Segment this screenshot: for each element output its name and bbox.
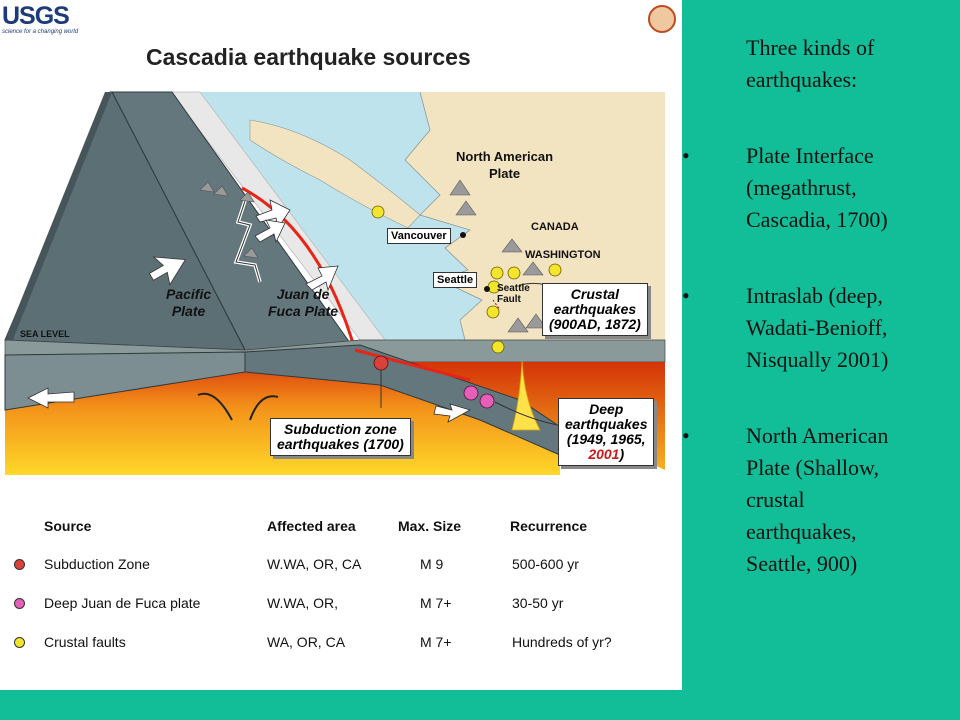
bullet-text [746, 280, 956, 376]
crustal-quake-marker [492, 341, 504, 353]
label-seattle-fault [497, 283, 530, 305]
usgs-wordmark: USGS [2, 2, 69, 30]
bullet-symbol: • [682, 283, 690, 308]
label-washington: WASHINGTON [525, 249, 601, 261]
legend-size: M 9 [420, 556, 444, 572]
legend-header-source: Source [44, 518, 92, 534]
bullet-line: Plate (Shallow, [746, 455, 879, 480]
label-canada: CANADA [531, 221, 579, 233]
bullet-symbol: • [682, 143, 690, 168]
callout-line: (900AD, 1872) [549, 316, 641, 332]
callout-line: earthquakes [553, 301, 637, 317]
callout-line: Deep [589, 401, 624, 417]
university-seal-icon [648, 5, 676, 33]
crustal-quake-marker [491, 267, 503, 279]
deep-quake-marker [480, 394, 494, 408]
label-seattle: Seattle [433, 272, 477, 288]
label-pacific-plate [166, 286, 211, 320]
subduction-quake-marker [374, 356, 388, 370]
legend-source: Crustal faults [44, 634, 126, 650]
legend-area: WA, OR, CA [267, 634, 346, 650]
callout-line: Crustal [570, 286, 620, 302]
label-line: North American [456, 149, 554, 164]
callout-line: earthquakes [565, 416, 648, 432]
bullet-line: Intraslab (deep, [746, 283, 883, 308]
legend-source: Subduction Zone [44, 556, 150, 572]
legend-area: W.WA, OR, [267, 595, 339, 611]
legend-header-recurrence: Recurrence [510, 518, 588, 534]
label-line: Juan de [276, 286, 330, 302]
callout-line: (1949, 1965, [566, 431, 646, 447]
callout-line: Subduction zone [284, 421, 397, 437]
bullet-line: North American [746, 423, 889, 448]
bullet-line: Seattle, 900) [746, 551, 858, 576]
vancouver-dot [460, 232, 466, 238]
callout-highlight-year: 2001 [588, 446, 620, 462]
bullet-line: earthquakes, [746, 519, 857, 544]
bullet-text [746, 420, 956, 580]
legend-recurrence: 30-50 yr [512, 595, 564, 611]
label-juan-de-fuca-plate [268, 286, 338, 320]
callout-line: earthquakes (1700) [277, 436, 404, 452]
legend-recurrence: 500-600 yr [512, 556, 579, 572]
crustal-quake-marker [549, 264, 561, 276]
bullet-line: Wadati-Benioff, [746, 315, 888, 340]
legend-recurrence: Hundreds of yr? [512, 634, 612, 650]
label-line: Fault [497, 294, 521, 305]
bullet-line: Cascadia, 1700) [746, 207, 888, 232]
slide-intro-line: earthquakes: [746, 67, 858, 92]
legend-header-area: Affected area [267, 518, 356, 534]
label-line: Seattle [497, 283, 530, 294]
bullet-line: Nisqually 2001) [746, 347, 889, 372]
label-sea-level: SEA LEVEL [20, 329, 70, 339]
bullet-symbol: • [682, 423, 690, 448]
callout-crustal [542, 283, 648, 336]
legend-size: M 7+ [420, 634, 452, 650]
diagram-title: Cascadia earthquake sources [146, 44, 471, 70]
legend-source: Deep Juan de Fuca plate [44, 595, 201, 611]
usgs-logo [2, 3, 78, 36]
label-line: Plate [171, 303, 206, 319]
label-line: Fuca Plate [268, 303, 339, 319]
legend-row [22, 634, 662, 654]
legend-row [22, 595, 662, 615]
callout-suffix: ) [619, 446, 625, 462]
deep-quake-marker [464, 386, 478, 400]
slide-intro-line: Three kinds of [746, 35, 875, 60]
crustal-quake-marker [508, 267, 520, 279]
bullet-line: crustal [746, 487, 805, 512]
subduction-dot-icon [14, 559, 25, 570]
slide-intro [746, 32, 946, 96]
label-north-american-plate [456, 148, 553, 182]
legend-size: M 7+ [420, 595, 452, 611]
crustal-dot-icon [14, 637, 25, 648]
usgs-tagline: science for a changing world [2, 29, 79, 35]
callout-deep [558, 398, 654, 466]
bullet-line: Plate Interface [746, 143, 874, 168]
seattle-dot [484, 286, 490, 292]
bullet-line: (megathrust, [746, 175, 857, 200]
callout-subduction [270, 418, 411, 456]
legend-row [22, 556, 662, 576]
slide-text-panel [682, 0, 960, 720]
crustal-quake-marker [487, 306, 499, 318]
crustal-quake-marker [372, 206, 384, 218]
bullet-text [746, 140, 956, 236]
label-vancouver: Vancouver [387, 228, 451, 244]
legend-area: W.WA, OR, CA [267, 556, 362, 572]
callout-line [565, 447, 647, 462]
legend-header-size: Max. Size [398, 518, 462, 534]
deep-dot-icon [14, 598, 25, 609]
label-line: Pacific [166, 286, 212, 302]
label-line: Plate [488, 166, 521, 181]
